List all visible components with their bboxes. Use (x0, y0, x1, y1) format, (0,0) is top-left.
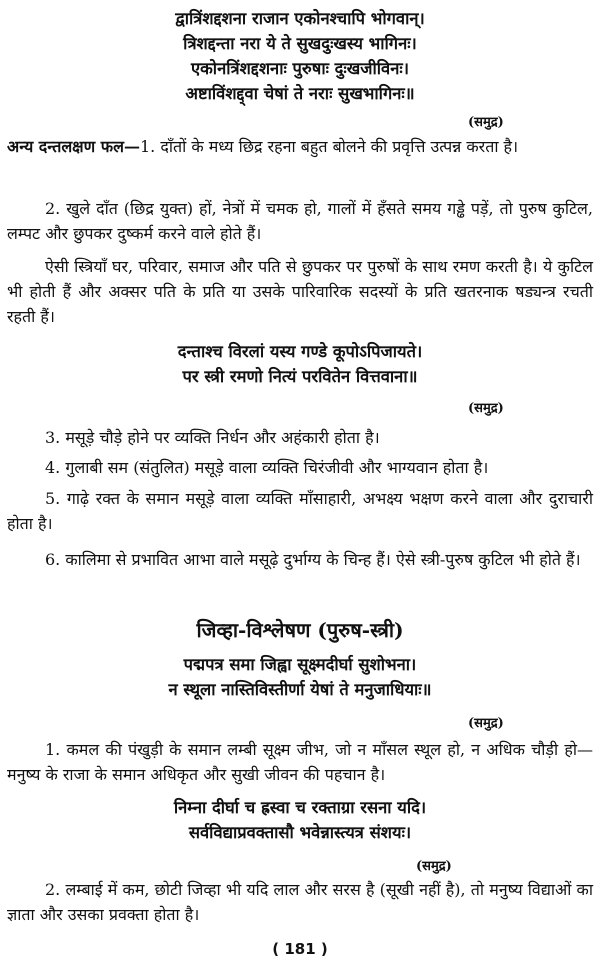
verse-source: (समुद्र) (468, 115, 504, 130)
paragraph: 3. मसूड़े चौड़े होने पर व्यक्ति निर्धन और अहंकारी होता है। (45, 428, 380, 447)
verse-line: सर्वविद्याप्रवक्तासौ भवेन्नास्त्यत्र संशयः। (188, 823, 412, 842)
verse-source: (समुद्र) (416, 859, 452, 874)
paragraph: 2. खुले दाँत (छिद्र युक्त) हों, नेत्रों में चमक हो, गालों में हँसते समय गड्ढे पड़ें, तो पुरुष कुटिल, लम्पट और छुपकर दुष्कर्म करने वाले होते हैं। (7, 199, 593, 243)
verse-block-3 (0, 652, 600, 702)
paragraph: ऐसी स्त्रियाँ घर, परिवार, समाज और पति से छुपकर पर पुरुषों के साथ रमण करती है। ये कुटिल भी होती हैं और अक्सर पति के प्रति या उसके पारिवारिक सदस्यों के प्रति खतरनाक षड्यन्त्र रचती रहती हैं। (7, 257, 593, 326)
verse-source: (समुद्र) (468, 716, 504, 731)
verse-line: एकोनत्रिंशद्दशनाः पुरुषाः दुःखजीविनः। (191, 59, 409, 78)
paragraph (7, 134, 593, 159)
verse-line: दन्ताश्च विरलां यस्य गण्डे कूपोऽपिजायते। (177, 342, 423, 361)
paragraph-text: 1. दाँतों के मध्य छिद्र रहना बहुत बोलने की प्रवृत्ति उत्पन्न करता है। (139, 137, 519, 156)
paragraph: 5. गाढ़े रक्त के समान मसूड़े वाला व्यक्ति माँसाहारी, अभक्ष्य भक्षण करने वाला और दुराचारी होता है। (7, 489, 593, 533)
paragraph: 4. गुलाबी सम (संतुलित) मसूड़े वाला व्यक्ति चिरंजीवी और भाग्यवान होता है। (45, 458, 489, 477)
verse-line: निम्ना दीर्घा च ह्रस्वा च रक्ताग्रा रसना यदि। (173, 798, 427, 817)
verse-line: अष्टाविंशद्द्वा चेषां ते नराः सुखभागिनः॥ (185, 84, 415, 103)
verse-line: द्वात्रिंशद्दशना राजान एकोनश्चापि भोगवान्। (175, 9, 425, 28)
page-number: ( 181 ) (272, 940, 328, 958)
verse-source: (समुद्र) (468, 401, 504, 416)
section-heading: जिव्हा-विश्लेषण (पुरुष-स्त्री) (196, 618, 404, 642)
section-lead: अन्य दन्तलक्षण फल— (7, 137, 140, 156)
verse-block-1 (0, 6, 600, 106)
verse-line: त्रिशद्दन्ता नरा ये ते सुखदुःखस्य भागिनः। (183, 34, 417, 53)
verse-line: पद्मपत्र समा जिह्वा सूक्ष्मदीर्घा सुशोभना। (183, 655, 417, 674)
verse-block-4 (0, 795, 600, 845)
verse-line: न स्थूला नास्तिविस्तीर्णा येषां ते मनुजाधियाः॥ (168, 680, 432, 699)
paragraph: 1. कमल की पंखुड़ी के समान लम्बी सूक्ष्म जीभ, जो न माँसल स्थूल हो, न अधिक चौड़ी हो—मनुष्य के राजा के समान अधिकृत और सुखी जीवन की पहचान है। (7, 740, 593, 784)
verse-line: पर स्त्री रमणो नित्यं परवितेन वित्तवाना॥ (182, 367, 418, 386)
paragraph: 6. कालिमा से प्रभावित आभा वाले मसूढ़े दुर्भाग्य के चिन्ह हैं। ऐसे स्त्री-पुरुष कुटिल भी होते हैं। (45, 550, 581, 569)
verse-block-2 (0, 339, 600, 389)
paragraph: 2. लम्बाई में कम, छोटी जिव्हा भी यदि लाल और सरस है (सूखी नहीं है), तो मनुष्य विद्याओं का ज्ञाता और उसका प्रवक्ता होता है। (7, 880, 593, 924)
